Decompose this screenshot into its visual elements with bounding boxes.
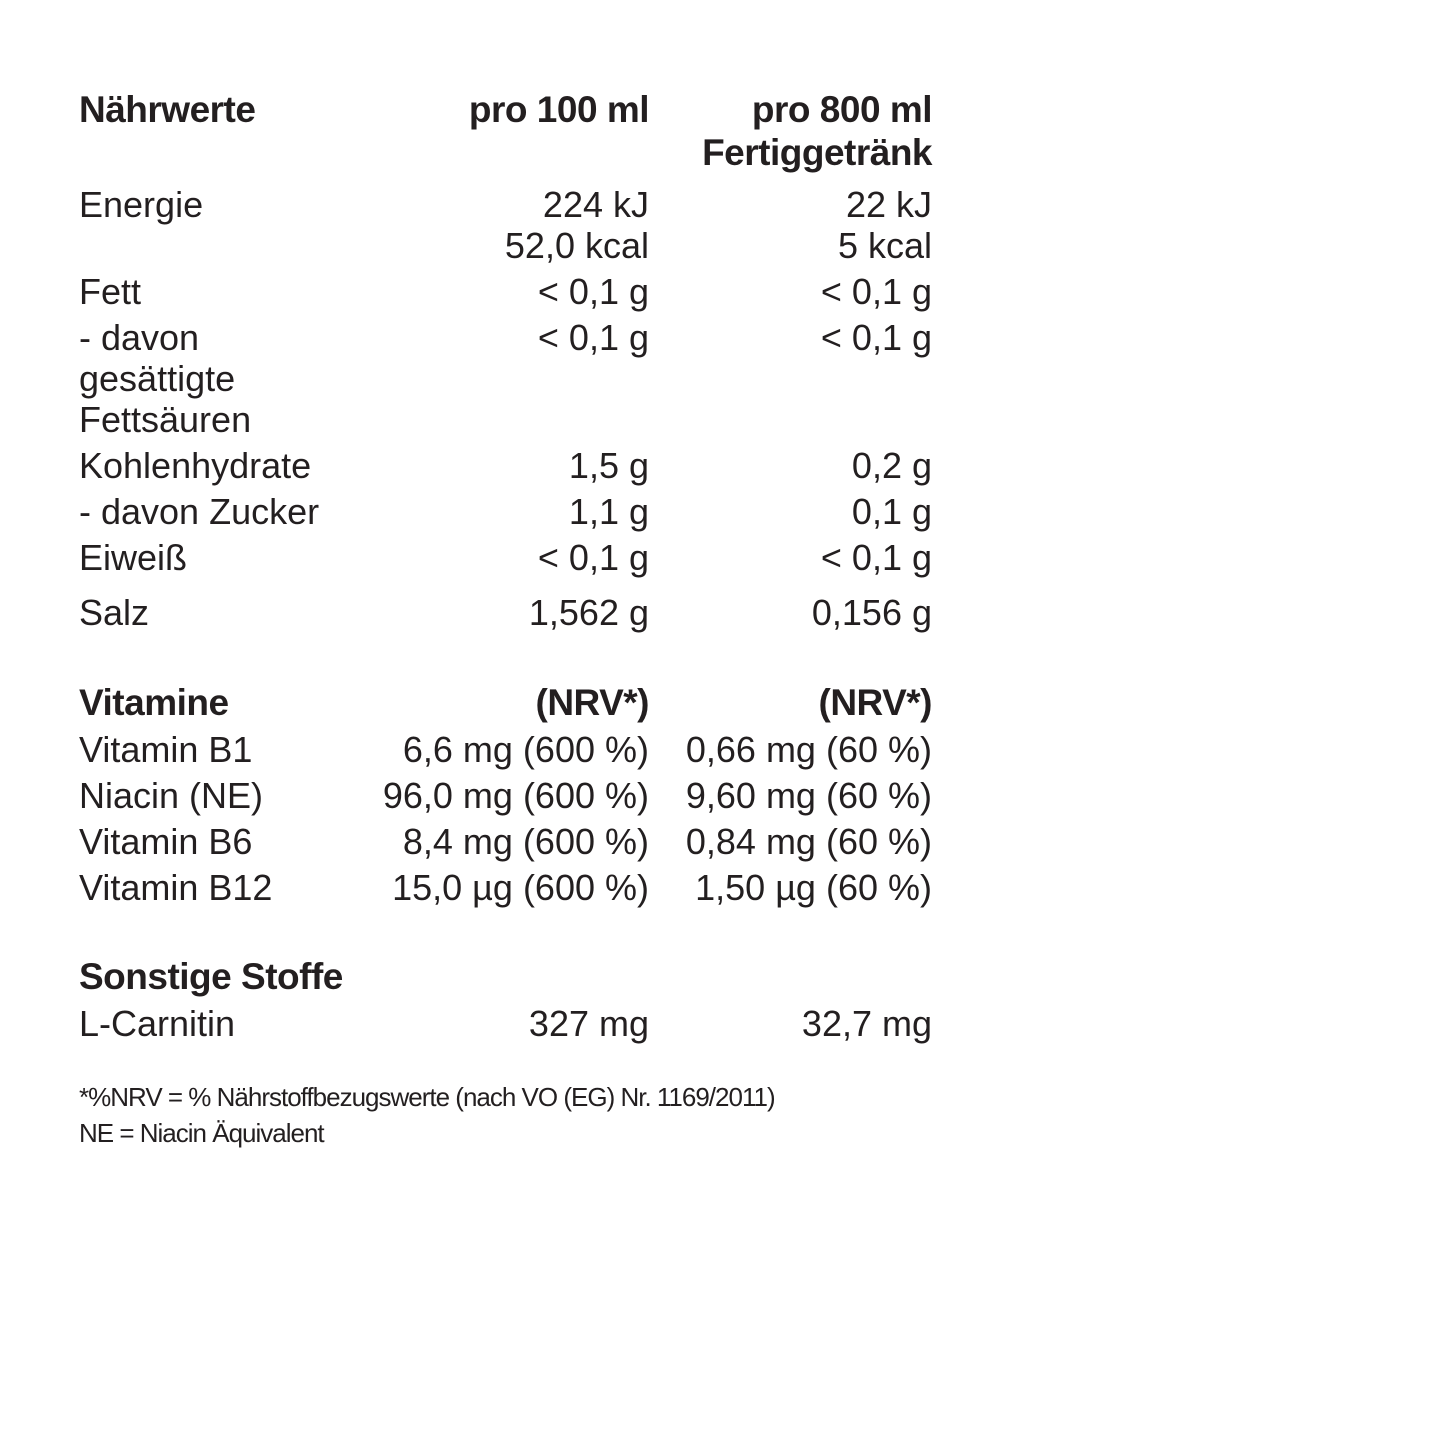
row-value-800ml	[649, 491, 932, 532]
value-line: < 0,1 g	[537, 317, 649, 358]
table-row-fett	[79, 271, 932, 312]
row-label	[79, 445, 379, 486]
vitamin-value-800ml: 9,60 mg (60 %)	[685, 775, 932, 816]
header-per-800ml-line1: pro 800 ml	[751, 89, 932, 130]
row-label	[79, 491, 379, 532]
vitamin-row-b6	[79, 821, 932, 862]
row-label	[79, 537, 379, 578]
row-label-line: - davon	[79, 317, 200, 358]
row-label-line: Salz	[79, 592, 150, 633]
row-value-100ml	[379, 445, 649, 486]
value-line: < 0,1 g	[820, 271, 932, 312]
vitamin-value-100ml: 6,6 mg (600 %)	[402, 729, 649, 770]
table-row-gesaettigte-fettsaeuren	[79, 317, 932, 440]
row-label-line: Kohlenhydrate	[79, 445, 312, 486]
row-label-line: Energie	[79, 184, 204, 225]
row-label	[79, 184, 379, 266]
row-value-100ml	[379, 491, 649, 532]
value-line: 1,562 g	[528, 592, 649, 633]
header-per-800ml-line2: Fertiggetränk	[702, 132, 932, 173]
other-value-100ml: 327 mg	[528, 1003, 649, 1044]
nutrition-table-header	[79, 88, 932, 174]
row-value-800ml	[649, 271, 932, 312]
value-line: 0,156 g	[811, 592, 932, 633]
vitamin-value-800ml: 1,50 µg (60 %)	[695, 867, 932, 908]
row-value-800ml	[649, 184, 932, 266]
value-line: < 0,1 g	[820, 317, 932, 358]
table-row-energie	[79, 184, 932, 266]
vitamins-nrv-100ml: (NRV*)	[535, 682, 649, 723]
value-line: 224 kJ	[542, 184, 649, 225]
value-line: 1,1 g	[568, 491, 649, 532]
vitamin-value-800ml: 0,66 mg (60 %)	[685, 729, 932, 770]
row-value-100ml	[379, 271, 649, 312]
vitamin-row-b1	[79, 729, 932, 770]
value-line: 0,2 g	[851, 445, 932, 486]
table-row-kohlenhydrate	[79, 445, 932, 486]
row-label-line: Fettsäuren	[79, 399, 252, 440]
vitamins-nrv-800ml: (NRV*)	[818, 682, 932, 723]
value-line: 22 kJ	[845, 184, 932, 225]
table-row-zucker	[79, 491, 932, 532]
vitamin-label: Niacin (NE)	[79, 775, 264, 816]
row-label-line: gesättigte	[79, 358, 236, 399]
vitamins-title: Vitamine	[79, 682, 229, 723]
vitamin-value-100ml: 15,0 µg (600 %)	[392, 867, 649, 908]
header-per-100ml: pro 100 ml	[468, 89, 649, 130]
other-value-800ml: 32,7 mg	[801, 1003, 932, 1044]
row-label-line: Fett	[79, 271, 142, 312]
row-label	[79, 271, 379, 312]
value-line: 0,1 g	[851, 491, 932, 532]
vitamin-label: Vitamin B1	[79, 729, 253, 770]
vitamin-value-100ml: 8,4 mg (600 %)	[402, 821, 649, 862]
other-row-l-carnitin	[79, 1003, 932, 1044]
vitamins-header	[79, 681, 932, 724]
header-per-800ml	[649, 88, 932, 174]
value-line: < 0,1 g	[537, 271, 649, 312]
row-label-line: Eiweiß	[79, 537, 188, 578]
vitamin-value-100ml: 96,0 mg (600 %)	[382, 775, 649, 816]
table-row-eiweiss	[79, 537, 932, 578]
row-value-100ml	[379, 317, 649, 440]
row-label	[79, 592, 379, 633]
footnote-ne: NE = Niacin Äquivalent	[79, 1118, 324, 1148]
row-value-100ml	[379, 592, 649, 633]
row-value-800ml	[649, 592, 932, 633]
vitamin-row-b12	[79, 867, 932, 908]
value-line: 1,5 g	[568, 445, 649, 486]
vitamin-label: Vitamin B6	[79, 821, 253, 862]
other-label: L-Carnitin	[79, 1003, 236, 1044]
table-row-salz	[79, 592, 932, 633]
vitamin-value-800ml: 0,84 mg (60 %)	[685, 821, 932, 862]
row-value-800ml	[649, 445, 932, 486]
vitamin-row-niacin	[79, 775, 932, 816]
vitamin-label: Vitamin B12	[79, 867, 273, 908]
row-value-100ml	[379, 537, 649, 578]
header-label: Nährwerte	[79, 89, 256, 130]
nutrition-facts-sheet	[79, 88, 932, 1151]
value-line: < 0,1 g	[820, 537, 932, 578]
other-substances-title: Sonstige Stoffe	[79, 956, 343, 997]
footnote-nrv: *%NRV = % Nährstoffbezugswerte (nach VO (EG) Nr. 1169/2011)	[79, 1082, 775, 1112]
row-value-800ml	[649, 317, 932, 440]
value-line: 5 kcal	[837, 225, 932, 266]
value-line: 52,0 kcal	[504, 225, 649, 266]
row-value-100ml	[379, 184, 649, 266]
row-value-800ml	[649, 537, 932, 578]
footnotes	[79, 1079, 932, 1151]
row-label-line: - davon Zucker	[79, 491, 320, 532]
row-label	[79, 317, 379, 440]
value-line: < 0,1 g	[537, 537, 649, 578]
